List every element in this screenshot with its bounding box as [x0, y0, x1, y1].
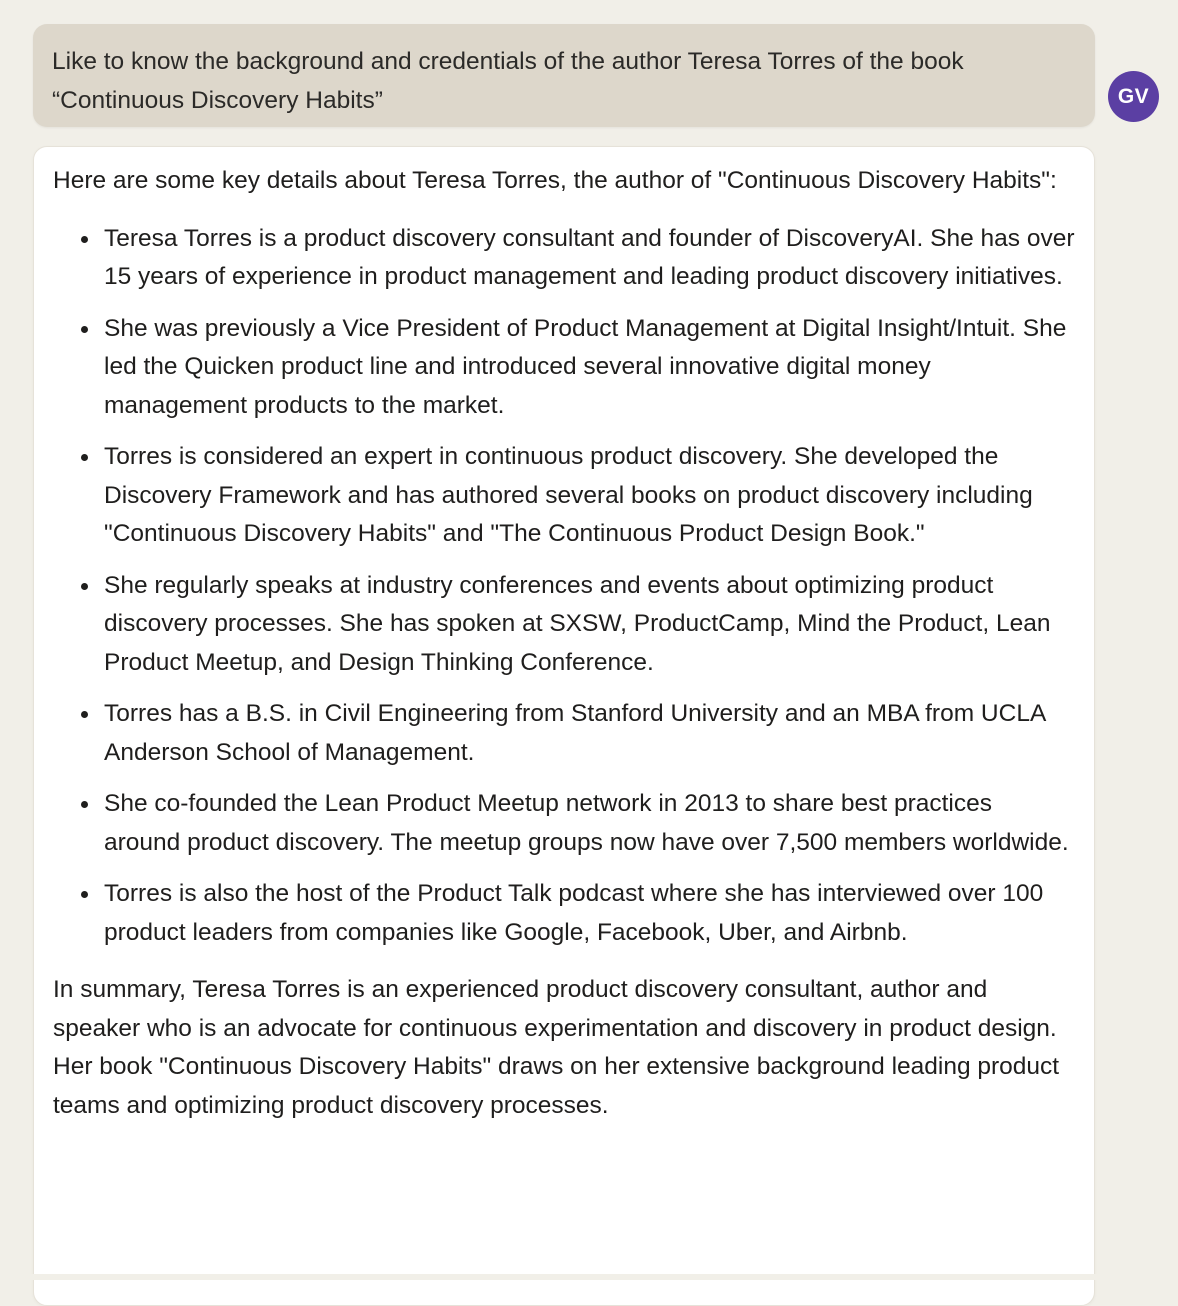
assistant-bullet-list — [53, 220, 1075, 953]
user-avatar[interactable] — [1108, 71, 1159, 122]
assistant-message-card — [33, 146, 1095, 1306]
assistant-intro: Here are some key details about Teresa Torres, the author of "Continuous Discovery Habits": — [53, 167, 1057, 194]
bullet-point-6: She co-founded the Lean Product Meetup network in 2013 to share best practices around product discovery. The meetup groups now have over 7,500 members worldwide. — [104, 785, 1075, 862]
viewport-bottom-edge — [0, 1274, 1178, 1280]
bullet-point-7: Torres is also the host of the Product Talk podcast where she has interviewed over 100 product leaders from companies like Google, Facebook, Uber, and Airbnb. — [104, 875, 1075, 952]
assistant-summary: In summary, Teresa Torres is an experienced product discovery consultant, author and speaker who is an advocate for continuous experimentation and discovery in product design. Her book "Continuous Discovery Habits" draws on her extensive background leading product teams and optimizing product discovery processes. — [53, 976, 1060, 1119]
avatar-initials: GV — [1117, 84, 1150, 108]
user-message-bubble — [33, 24, 1095, 127]
user-message-text: Like to know the background and credentials of the author Teresa Torres of the book “Continuous Discovery Habits” — [52, 48, 964, 114]
bullet-point-1: Teresa Torres is a product discovery consultant and founder of DiscoveryAI. She has over 15 years of experience in product management and leading product discovery initiatives. — [104, 220, 1075, 297]
bullet-point-5: Torres has a B.S. in Civil Engineering from Stanford University and an MBA from UCLA Anderson School of Management. — [104, 695, 1075, 772]
bullet-point-2: She was previously a Vice President of Product Management at Digital Insight/Intuit. She led the Quicken product line and introduced several innovative digital money management products to the market. — [104, 310, 1075, 426]
bullet-point-3: Torres is considered an expert in continuous product discovery. She developed the Discovery Framework and has authored several books on product discovery including "Continuous Discovery Habits" and "The Continuous Product Design Book." — [104, 438, 1075, 554]
bullet-point-4: She regularly speaks at industry conferences and events about optimizing product discovery processes. She has spoken at SXSW, ProductCamp, Mind the Product, Lean Product Meetup, and Design Thinking Conference. — [104, 567, 1075, 683]
